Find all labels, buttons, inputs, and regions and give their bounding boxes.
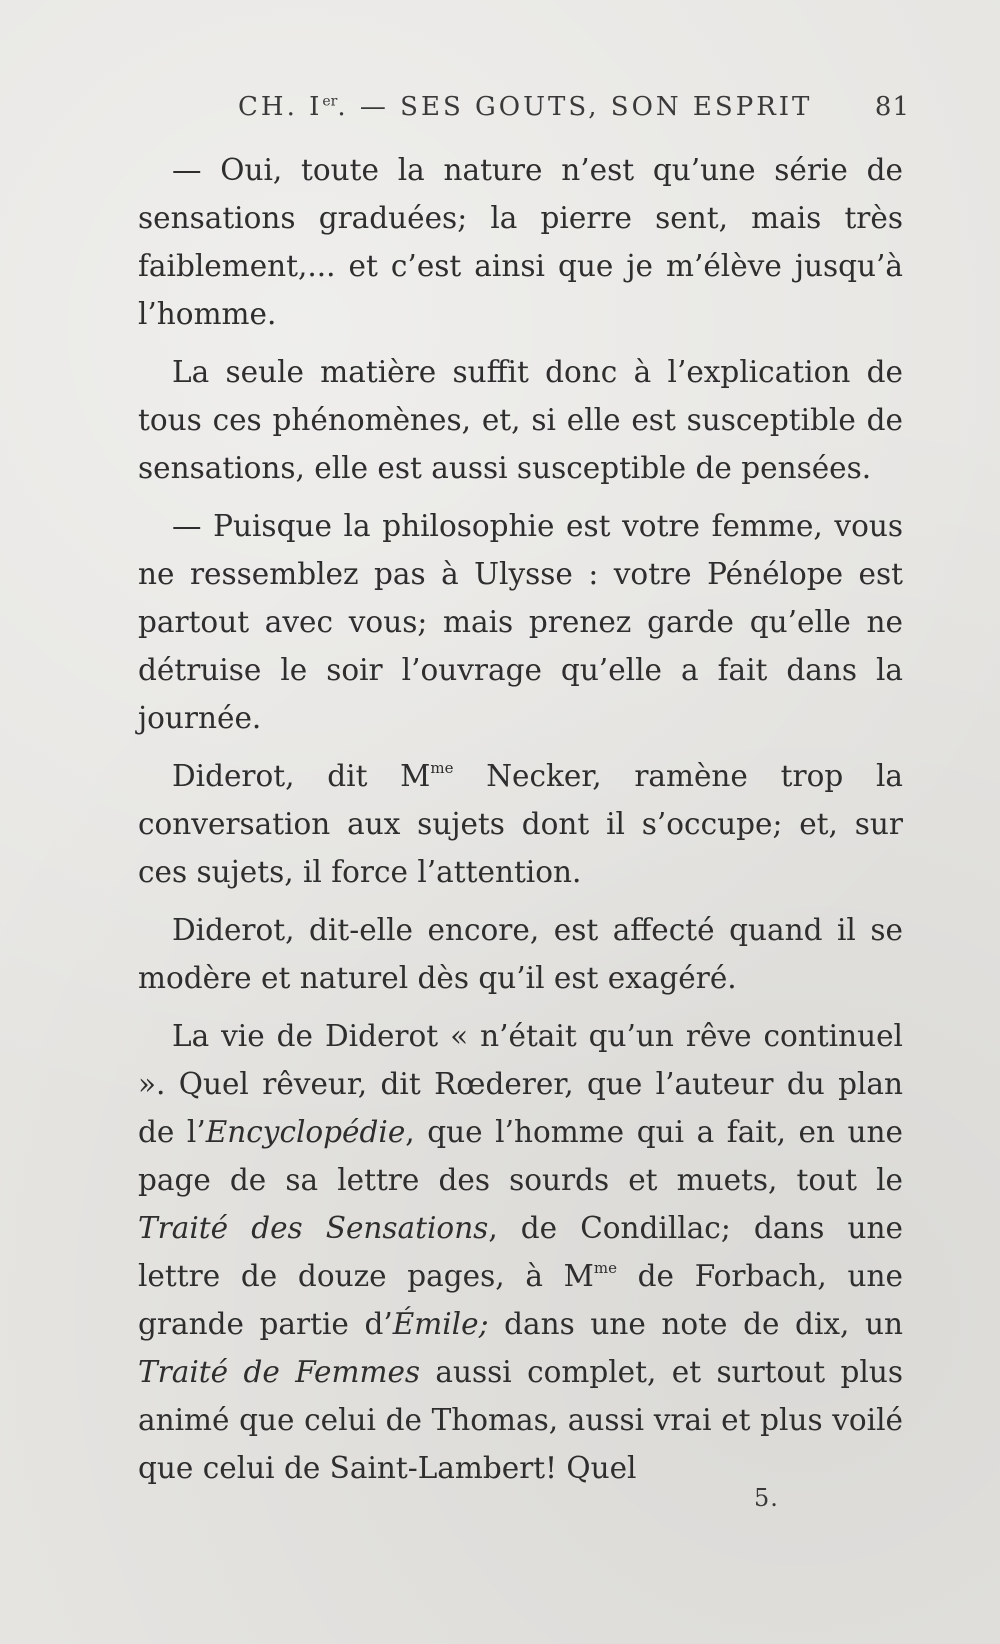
italic-title: Émile;	[392, 1307, 489, 1341]
text-run: La vie de Diderot « n’était qu’un rêve continuel ». Quel rêveur, dit Rœderer, que l’auteur du plan de l’	[138, 1019, 903, 1149]
text-run: dans une note de dix, un	[488, 1307, 903, 1341]
text-run: Diderot, dit M	[172, 759, 431, 793]
text-run: de Forbach, une grande partie d’	[138, 1259, 903, 1341]
text-run: , de Condillac; dans une lettre de douze pages, à M	[138, 1211, 903, 1293]
running-head-title	[238, 92, 812, 122]
text-run: aussi complet, et surtout plus animé que celui de Thomas, aussi vrai et plus voilé que celui de Saint-Lambert! Quel	[138, 1355, 903, 1485]
italic-title: Encyclopédie	[205, 1115, 406, 1149]
paragraph	[138, 752, 903, 896]
italic-title: Traité de Femmes	[138, 1355, 421, 1389]
chapter-superscript: er	[322, 93, 338, 110]
paragraph: — Oui, toute la nature n’est qu’une série de sensations graduées; la pierre sent, mais très faiblement,... et c’est ainsi que je m’élève jusqu’à l’homme.	[138, 153, 903, 331]
paragraph: Diderot, dit-elle encore, est affecté quand il se modère et naturel dès qu’il est exagéré.	[138, 913, 903, 995]
text-run: Necker, ramène trop la conversation aux sujets dont il s’occupe; et, sur ces sujets, il force l’attention.	[138, 759, 903, 889]
paragraph: — Puisque la philosophie est votre femme, vous ne ressemblez pas à Ulysse : votre Pénélope est partout avec vous; mais prenez garde qu’elle ne détruise le soir l’ouvrage qu’elle a fait dans la journée.	[138, 509, 903, 735]
running-head	[238, 92, 910, 132]
text-run: , que l’homme qui a fait, en une page de sa lettre des sourds et muets, tout le	[138, 1115, 904, 1197]
page-number: 81	[874, 92, 910, 122]
superscript: me	[593, 1259, 617, 1278]
chapter-title: . — SES GOUTS, SON ESPRIT	[337, 92, 813, 122]
paragraph: La seule matière suffit donc à l’explication de tous ces phénomènes, et, si elle est susceptible de sensations, elle est aussi susceptible de pensées.	[138, 355, 903, 485]
chapter-label: CH. I	[238, 92, 323, 122]
signature-mark: 5.	[754, 1484, 779, 1512]
body-text	[138, 146, 903, 1502]
italic-title: Traité des Sensations	[138, 1211, 489, 1245]
superscript: me	[430, 759, 454, 778]
paragraph	[138, 1012, 903, 1492]
